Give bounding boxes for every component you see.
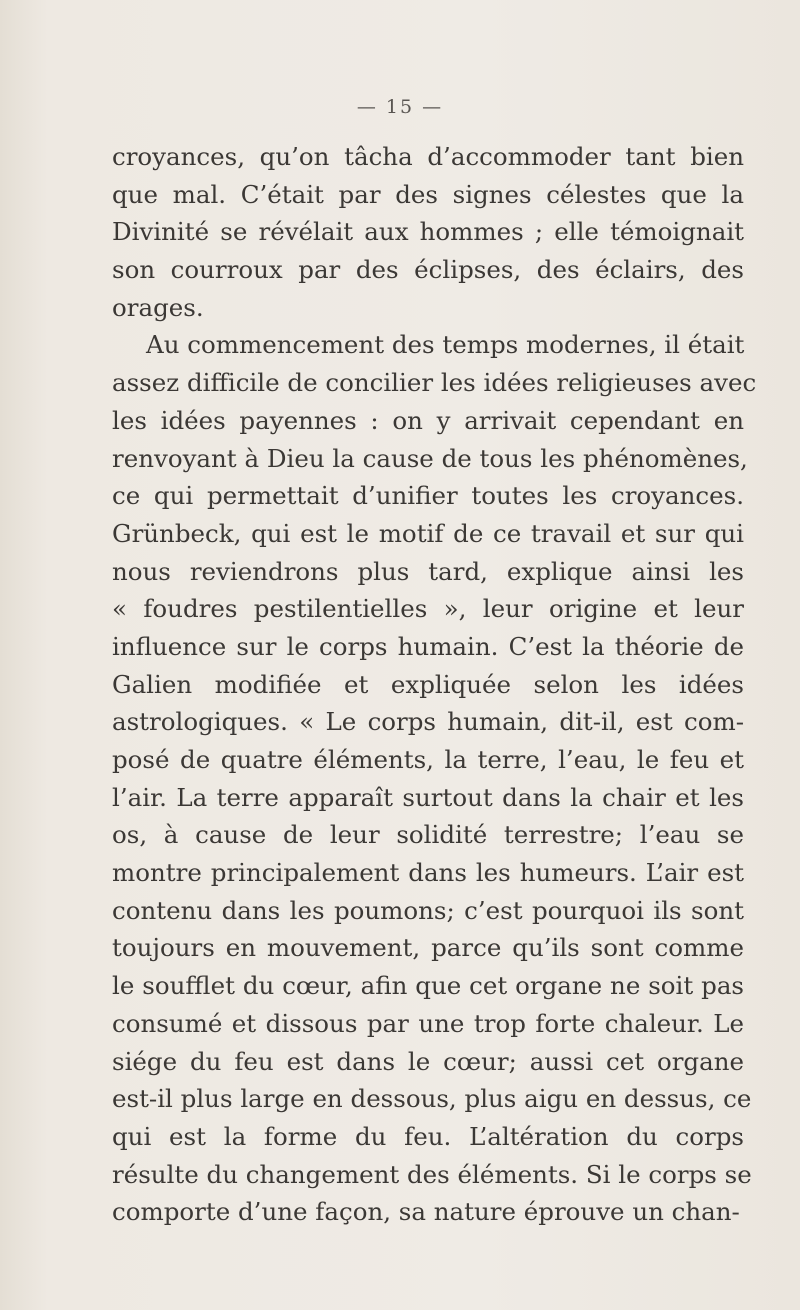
text-line: contenu dans les poumons; c’est pourquoi ils sont — [112, 895, 744, 925]
text-line: toujours en mouvement, parce qu’ils sont comme — [112, 933, 744, 963]
text-line: astrologiques. « Le corps humain, dit-il, est com- — [112, 707, 744, 737]
text-line: comporte d’une façon, sa nature éprouve un chan- — [112, 1197, 740, 1227]
text-line: renvoyant à Dieu la cause de tous les phénomènes, — [112, 443, 748, 473]
text-line: qui est la forme du feu. L’altération du corps — [112, 1121, 744, 1151]
text-line: influence sur le corps humain. C’est la théorie de — [112, 631, 744, 661]
text-line: Grünbeck, qui est le motif de ce travail et sur qui — [112, 518, 744, 548]
text-line: que mal. C’était par des signes célestes que la — [112, 179, 744, 209]
text-line: montre principalement dans les humeurs. L’air est — [112, 858, 744, 888]
text-line: son courroux par des éclipses, des éclairs, des — [112, 255, 744, 285]
text-line: posé de quatre éléments, la terre, l’eau, le feu et — [112, 745, 744, 774]
page-number: — 15 — — [356, 96, 444, 118]
text-line: « foudres pestilentielles », leur origine et leur — [112, 594, 744, 624]
text-line: le soufflet du cœur, afin que cet organe ne soit pas — [112, 971, 744, 1001]
text-line: Au commencement des temps modernes, il était — [146, 330, 745, 360]
text-line: ce qui permettait d’unifier toutes les croyances. — [112, 481, 744, 511]
text-line: consumé et dissous par une trop forte chaleur. Le — [112, 1008, 744, 1038]
text-line: les idées payennes : on y arrivait cependant en — [112, 405, 744, 435]
text-line: l’air. La terre apparaît surtout dans la chair et les — [112, 782, 744, 812]
text-line: nous reviendrons plus tard, explique ainsi les — [112, 556, 744, 586]
text-line: os, à cause de leur solidité terrestre; l’eau se — [112, 820, 744, 850]
text-line: est-il plus large en dessous, plus aigu en dessus, ce — [112, 1084, 752, 1114]
text-line: assez difficile de concilier les idées religieuses avec — [112, 368, 757, 398]
text-line: orages. — [112, 292, 204, 322]
text-line: résulte du changement des éléments. Si le corps se — [112, 1159, 752, 1189]
text-line: Galien modifiée et expliquée selon les idées — [112, 669, 744, 699]
body-text — [112, 138, 757, 1231]
text-line: siége du feu est dans le cœur; aussi cet organe — [112, 1046, 744, 1076]
text-line: croyances, qu’on tâcha d’accommoder tant bien — [112, 142, 744, 171]
text-line: Divinité se révélait aux hommes ; elle témoignait — [112, 217, 744, 247]
